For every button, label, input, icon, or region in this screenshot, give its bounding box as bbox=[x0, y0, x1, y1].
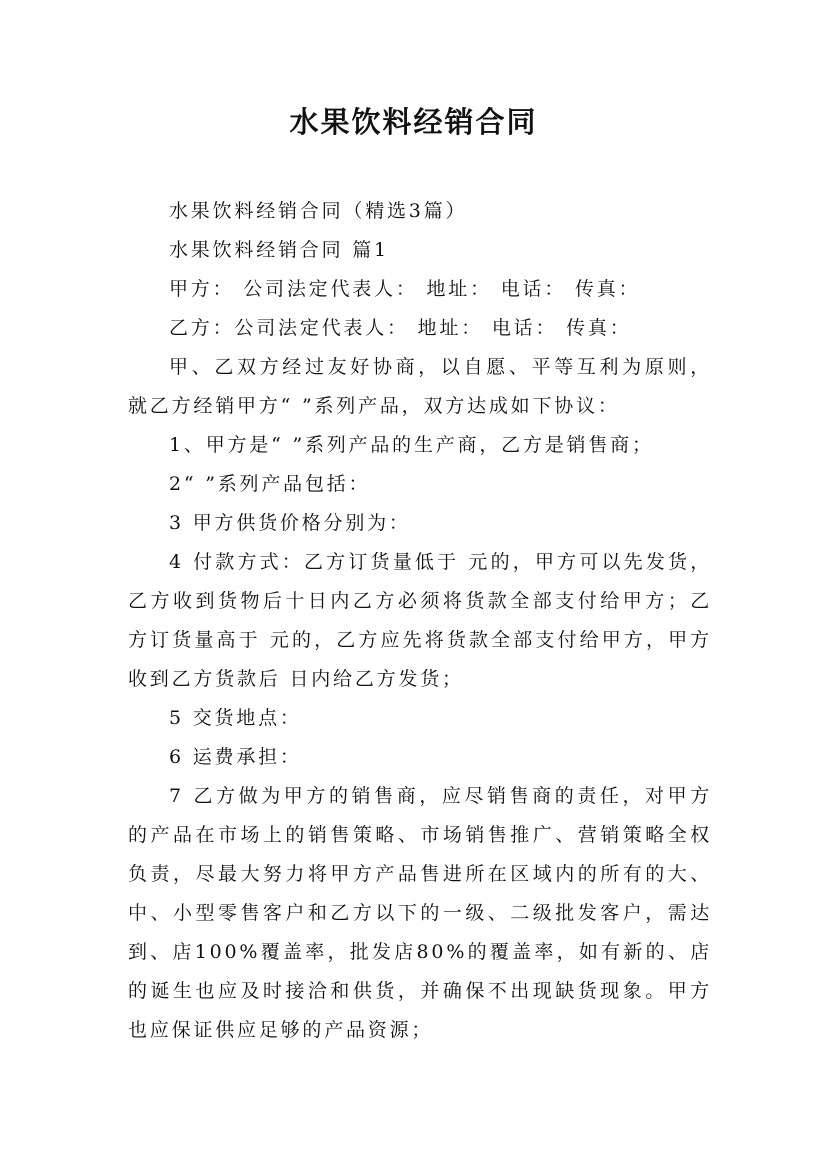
document-body bbox=[128, 192, 712, 1050]
document-title: 水果饮料经销合同 bbox=[289, 105, 538, 139]
paragraph-clause-1: 1、甲方是“ ”系列产品的生产商，乙方是销售商； bbox=[169, 434, 654, 456]
paragraph-clause-6: 6 运费承担： bbox=[169, 746, 302, 768]
paragraph-party-a: 甲方： 公司法定代表人： 地址： 电话： 传真： bbox=[169, 278, 641, 300]
paragraph-clause-4: 4 付款方式：乙方订货量低于 元的，甲方可以先发货，乙方收到货物后十日内乙方必须将货款全部支付给甲方；乙方订货量高于 元的，乙方应先将货款全部支付给甲方，甲方收到乙方货款后 日内给乙方发货； bbox=[128, 551, 712, 690]
paragraph-subtitle: 水果饮料经销合同（精选3篇） bbox=[169, 200, 468, 222]
paragraph-section-heading: 水果饮料经销合同 篇1 bbox=[169, 239, 389, 261]
paragraph-clause-5: 5 交货地点： bbox=[169, 707, 302, 729]
paragraph-preamble: 甲、乙双方经过友好协商，以自愿、平等互利为原则，就乙方经销甲方“ ”系列产品，双方达成如下协议： bbox=[128, 356, 712, 417]
paragraph-clause-7: 7 乙方做为甲方的销售商，应尽销售商的责任，对甲方的产品在市场上的销售策略、市场销售推广、营销策略全权负责，尽最大努力将甲方产品售进所在区域内的所有的大、中、小型零售客户和乙方以下的一级、二级批发客户，需达到、店100%覆盖率，批发店80%的覆盖率，如有新的、店的诞生也应及时接洽和供货，并确保不出现缺货现象。甲方也应保证供应足够的产品资源； bbox=[128, 785, 712, 1041]
paragraph-clause-2: 2“ ”系列产品包括： bbox=[169, 473, 371, 495]
paragraph-party-b: 乙方：公司法定代表人： 地址： 电话： 传真： bbox=[169, 317, 632, 339]
paragraph-clause-3: 3 甲方供货价格分别为： bbox=[169, 512, 411, 534]
